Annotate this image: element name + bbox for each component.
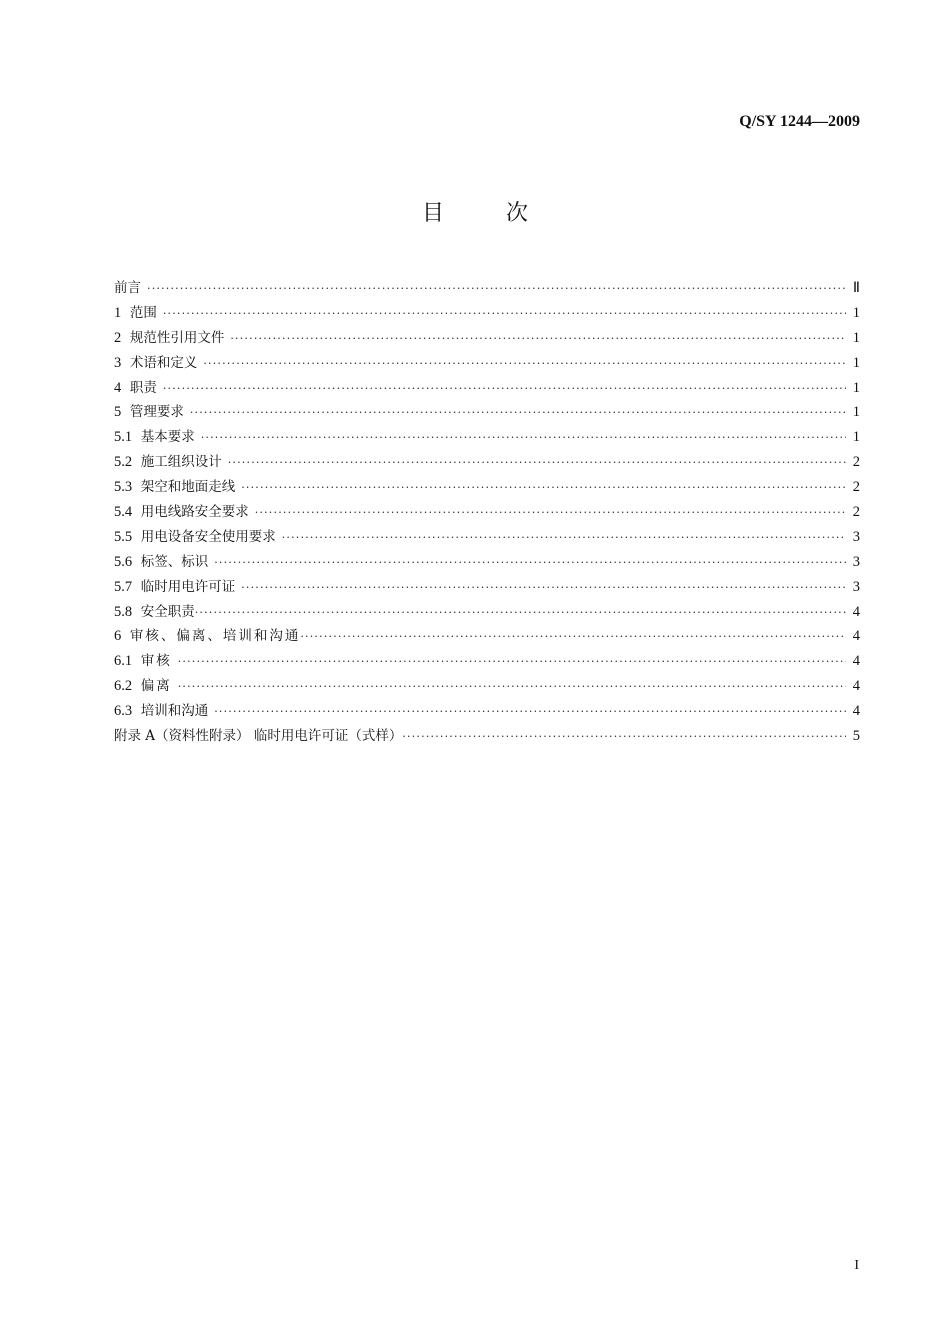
toc-entry-page: 1 (852, 429, 860, 446)
toc-entry-page: 5 (852, 728, 860, 745)
toc-entry-number: 1 (114, 304, 122, 321)
toc-entry-number: 5.5 (114, 528, 133, 545)
leader-dots (203, 352, 846, 377)
toc-entry-title: 前言 (114, 280, 141, 296)
toc-title-char: 目 (421, 201, 444, 226)
toc-entry[interactable] (114, 450, 860, 475)
toc-entry-page: 3 (852, 528, 860, 545)
toc-entry-page: 4 (852, 678, 860, 695)
toc-entry-title: 职责 (129, 379, 157, 396)
leader-dots (300, 625, 846, 650)
toc-title (0, 196, 950, 227)
page-number: I (854, 1258, 859, 1273)
toc-entry[interactable] (114, 649, 860, 674)
leader-dots (255, 501, 846, 526)
toc-entry-title: 施工组织设计 (140, 454, 222, 471)
toc-entry-title: 临时用电许可证 (140, 578, 236, 595)
toc-entry[interactable] (114, 351, 860, 376)
toc-entry-page: 4 (852, 628, 860, 645)
toc-entry-title: 管理要求 (129, 404, 184, 421)
toc-entry-number: 6.2 (114, 678, 133, 695)
toc-entry-page: 1 (852, 379, 860, 396)
standard-code: Q/SY 1244—2009 (739, 113, 860, 130)
toc-entry-title: 偏离 (140, 678, 172, 695)
toc-entry-title: 规范性引用文件 (129, 329, 225, 346)
leader-dots (195, 601, 846, 626)
toc-entry-number: 5.1 (114, 429, 133, 446)
toc-entry-page: 1 (852, 329, 860, 346)
toc-entry[interactable] (114, 575, 860, 600)
leader-dots (147, 277, 846, 302)
toc-entry[interactable] (114, 475, 860, 500)
toc-entry[interactable] (114, 400, 860, 425)
toc-entry-appendix-a[interactable] (114, 724, 860, 749)
toc-entry-page: 2 (852, 504, 860, 521)
table-of-contents (114, 276, 860, 749)
toc-entry-number: 5.7 (114, 578, 133, 595)
toc-entry[interactable] (114, 525, 860, 550)
toc-entry-title: 用电设备安全使用要求 (140, 528, 276, 545)
toc-entry-number: 5.2 (114, 454, 133, 471)
toc-entry-title: 审核 (140, 653, 172, 670)
toc-entry-number: 5.4 (114, 504, 133, 521)
toc-entry-number: 5.6 (114, 553, 133, 570)
toc-entry[interactable] (114, 550, 860, 575)
toc-entry-page: 4 (852, 603, 860, 620)
toc-entry-title: 基本要求 (140, 429, 195, 446)
leader-dots (201, 426, 846, 451)
toc-entry-page: 1 (852, 354, 860, 371)
toc-entry-title: 培训和沟通 (140, 703, 209, 720)
toc-entry[interactable] (114, 500, 860, 525)
toc-entry-title: 术语和定义 (129, 354, 198, 371)
toc-entry-title: 附录 A（资料性附录） 临时用电许可证（式样） (114, 728, 403, 745)
toc-entry-title: 范围 (129, 304, 157, 321)
leader-dots (163, 302, 846, 327)
toc-entry[interactable] (114, 425, 860, 450)
toc-entry-page: 2 (852, 454, 860, 471)
toc-entry[interactable] (114, 674, 860, 699)
leader-dots (241, 476, 846, 501)
leader-dots (241, 576, 846, 601)
toc-entry-page: 4 (852, 703, 860, 720)
toc-entry-page: 3 (852, 553, 860, 570)
toc-entry-number: 5 (114, 404, 122, 421)
toc-entry[interactable] (114, 624, 860, 649)
toc-entry-page: 1 (852, 404, 860, 421)
leader-dots (163, 377, 846, 402)
toc-entry-page: 1 (852, 304, 860, 321)
toc-entry-number: 6.3 (114, 703, 133, 720)
toc-entry-title: 用电线路安全要求 (140, 504, 249, 521)
toc-entry-title: 安全职责 (140, 603, 195, 620)
leader-dots (230, 327, 846, 352)
toc-entry-title: 审核、偏离、培训和沟通 (129, 628, 301, 645)
toc-entry-page: 3 (852, 578, 860, 595)
leader-dots (178, 650, 846, 675)
leader-dots (214, 551, 846, 576)
toc-entry-number: 6.1 (114, 653, 133, 670)
toc-entry-number: 6 (114, 628, 122, 645)
toc-entry-number: 5.3 (114, 479, 133, 496)
toc-entry-number: 5.8 (114, 603, 133, 620)
toc-entry-foreword[interactable] (114, 276, 860, 301)
leader-dots (214, 700, 846, 725)
leader-dots (190, 401, 846, 426)
toc-entry[interactable] (114, 326, 860, 351)
leader-dots (228, 451, 846, 476)
leader-dots (178, 675, 846, 700)
toc-entry[interactable] (114, 301, 860, 326)
toc-entry[interactable] (114, 376, 860, 401)
toc-entry-number: 2 (114, 329, 122, 346)
toc-entry[interactable] (114, 600, 860, 625)
toc-entry-page: Ⅱ (852, 280, 860, 296)
toc-entry-number: 3 (114, 354, 122, 371)
toc-entry-number: 4 (114, 379, 122, 396)
toc-entry-title: 架空和地面走线 (140, 479, 236, 496)
toc-entry[interactable] (114, 699, 860, 724)
leader-dots (402, 725, 846, 750)
toc-entry-page: 2 (852, 479, 860, 496)
toc-entry-title: 标签、标识 (140, 553, 209, 570)
leader-dots (282, 526, 846, 551)
toc-title-char: 次 (506, 201, 529, 226)
toc-entry-page: 4 (852, 653, 860, 670)
